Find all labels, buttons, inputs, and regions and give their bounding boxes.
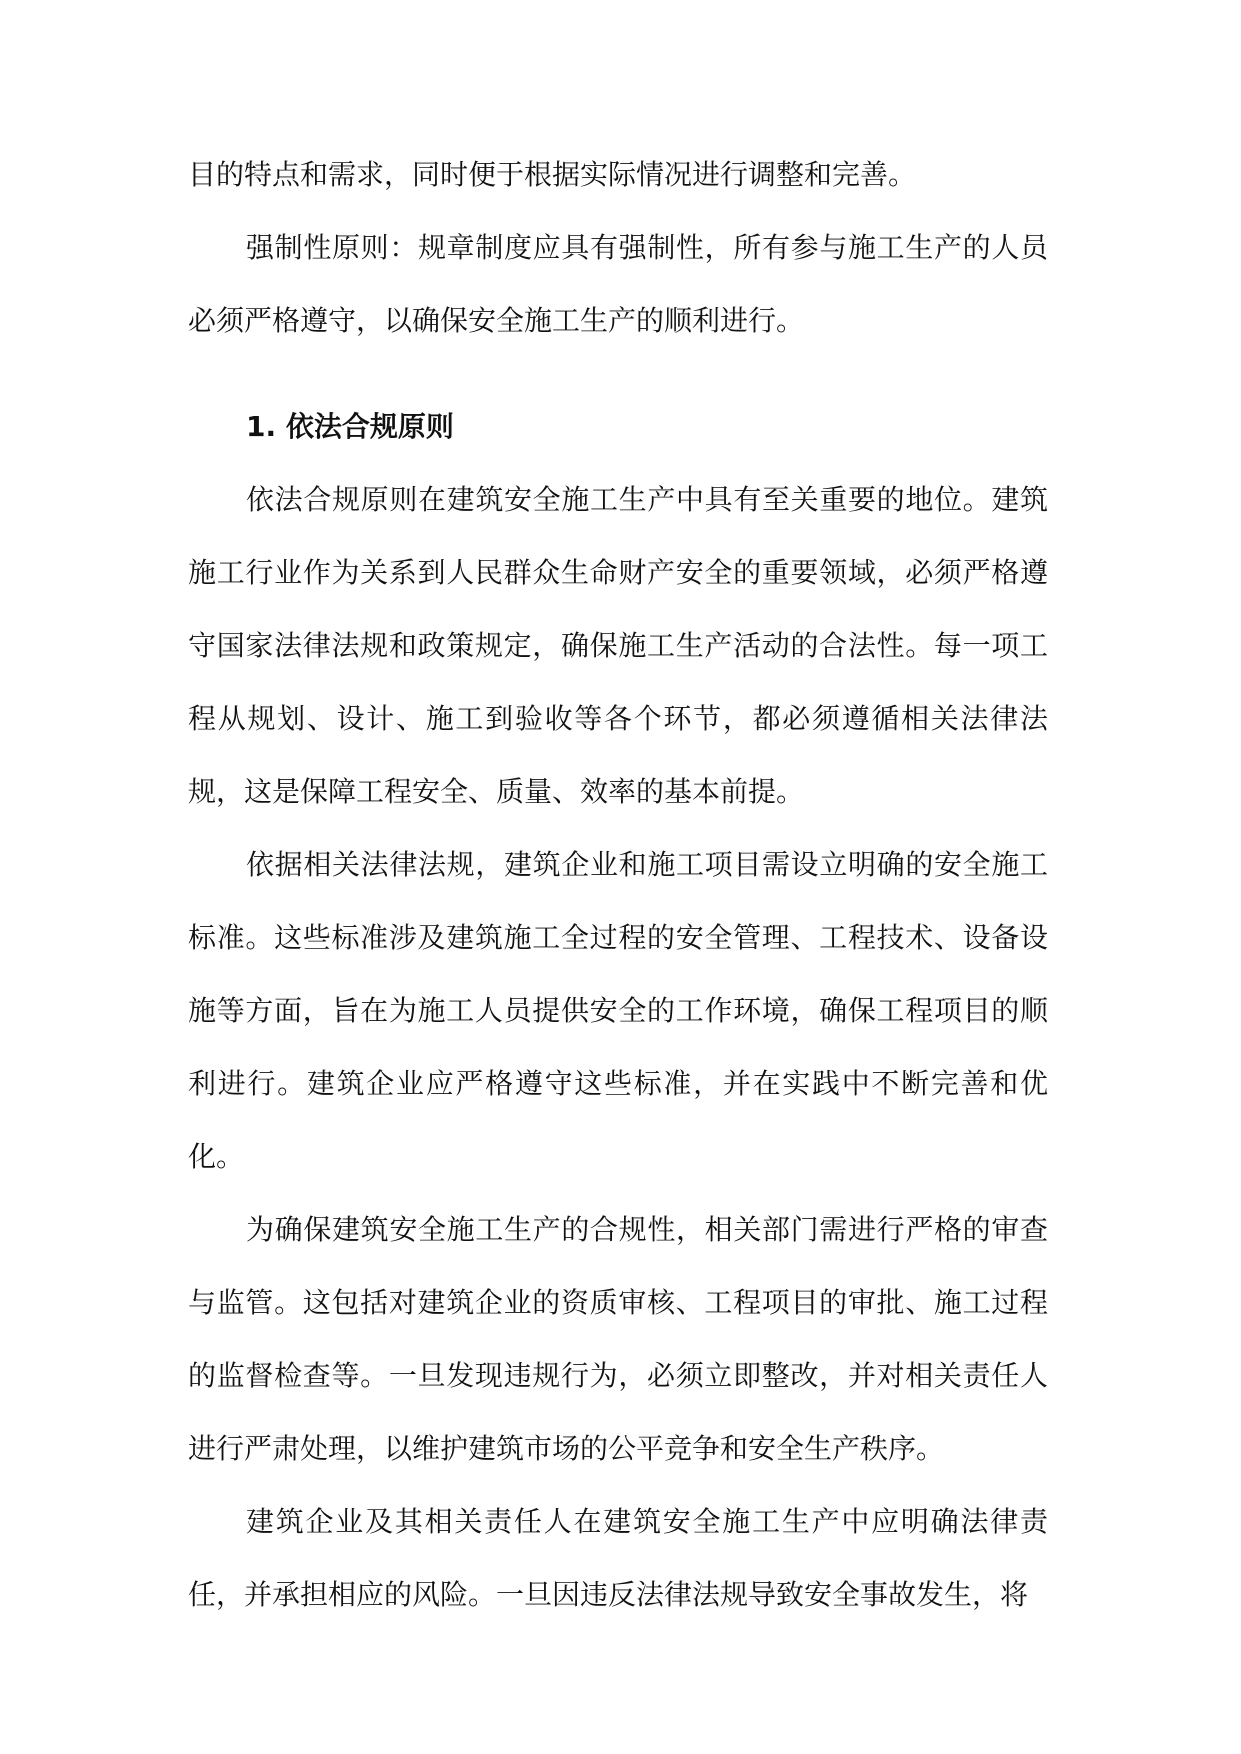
- document-body: [188, 138, 1048, 1631]
- paragraph-3: 为确保建筑安全施工生产的合规性，相关部门需进行严格的审查与监管。这包括对建筑企业的资质审核、工程项目的审批、施工过程的监督检查等。一旦发现违规行为，必须立即整改，并对相关责任人进行严肃处理，以维护建筑市场的公平竞争和安全生产秩序。: [188, 1213, 1048, 1465]
- paragraph-1: 依法合规原则在建筑安全施工生产中具有至关重要的地位。建筑施工行业作为关系到人民群众生命财产安全的重要领域，必须严格遵守国家法律法规和政策规定，确保施工生产活动的合法性。每一项工程从规划、设计、施工到验收等各个环节，都必须遵循相关法律法规，这是保障工程安全、质量、效率的基本前提。: [188, 483, 1048, 808]
- paragraph-mandatory-principle: 强制性原则：规章制度应具有强制性，所有参与施工生产的人员必须严格遵守，以确保安全施工生产的顺利进行。: [188, 231, 1048, 337]
- paragraph-continuation: 目的特点和需求，同时便于根据实际情况进行调整和完善。: [188, 158, 917, 191]
- paragraph-4: 建筑企业及其相关责任人在建筑安全施工生产中应明确法律责任，并承担相应的风险。一旦因违反法律法规导致安全事故发生，将: [188, 1505, 1048, 1611]
- paragraph-2: 依据相关法律法规，建筑企业和施工项目需设立明确的安全施工标准。这些标准涉及建筑施工全过程的安全管理、工程技术、设备设施等方面，旨在为施工人员提供安全的工作环境，确保工程项目的顺利进行。建筑企业应严格遵守这些标准，并在实践中不断完善和优化。: [188, 848, 1048, 1173]
- section-heading: 1. 依法合规原则: [246, 410, 454, 443]
